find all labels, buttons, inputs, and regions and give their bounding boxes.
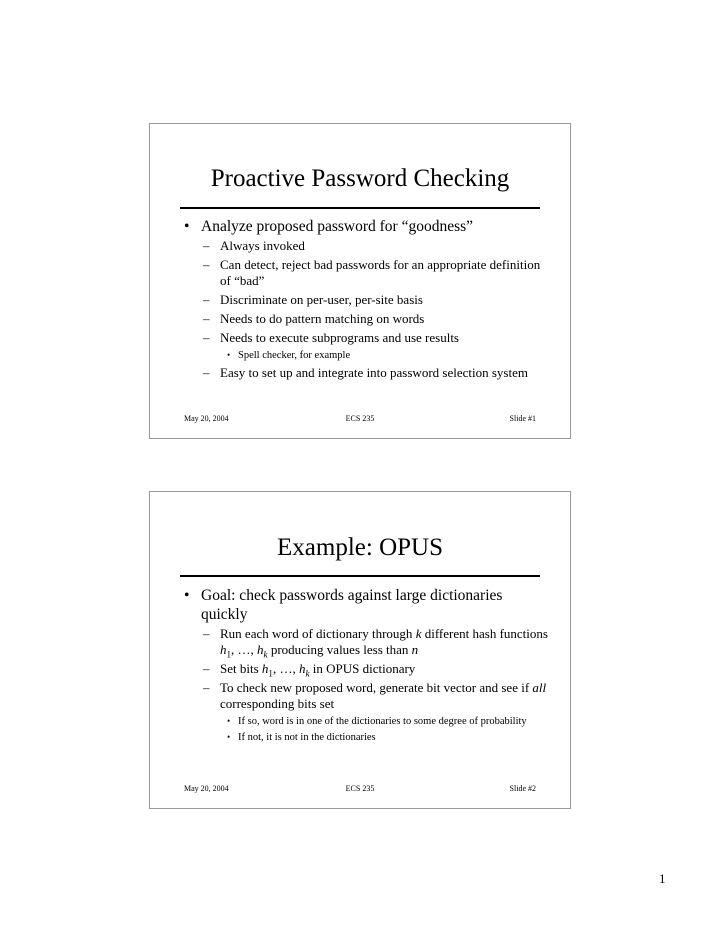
sub-item <box>184 238 552 254</box>
sub-item-text: Set bits $h_1$, …, $h_k$ in OPUS dictionary <box>220 661 416 679</box>
dash-marker: – <box>203 311 210 326</box>
bullet-item <box>184 586 552 624</box>
footer-date: May 20, 2004 <box>184 784 229 793</box>
dash-marker: – <box>203 257 210 272</box>
bullet-marker: • <box>227 350 231 360</box>
slide-title: Example: OPUS <box>277 534 443 561</box>
dash-marker: – <box>203 330 210 345</box>
bullet-marker: • <box>184 587 190 604</box>
slide-2 <box>149 491 571 809</box>
slide-footer <box>184 783 536 795</box>
sub-item-text: To check new proposed word, generate bit vector and see if all corresponding bits set <box>220 680 547 711</box>
dash-marker: – <box>203 626 210 641</box>
slide-body <box>184 217 552 384</box>
dash-marker: – <box>203 680 210 695</box>
title-divider <box>180 575 540 577</box>
sub-item-text: Needs to execute subprograms and use results <box>220 330 459 345</box>
dash-marker: – <box>203 365 210 380</box>
slide-body <box>184 586 552 747</box>
sub-item-text: Run each word of dictionary through k different hash functions $h_1$, …, $h_k$ producing values less than n <box>220 626 548 660</box>
sub-item-text: Discriminate on per-user, per-site basis <box>220 292 423 307</box>
dash-marker: – <box>203 292 210 307</box>
sub-item-text: Can detect, reject bad passwords for an appropriate definition of “bad” <box>220 257 541 288</box>
footer-slide-number: Slide #1 <box>509 414 536 423</box>
sub-item-text: Always invoked <box>220 238 305 253</box>
sub-item <box>184 257 552 289</box>
bullet-text: Goal: check passwords against large dictionaries quickly <box>201 587 503 623</box>
footer-course: ECS 235 <box>345 784 375 793</box>
dash-marker: – <box>203 661 210 676</box>
bullet-text: Analyze proposed password for “goodness” <box>201 218 474 235</box>
sub-sub-item-text: Spell checker, for example <box>238 350 351 361</box>
sub-sub-item <box>184 715 552 728</box>
sub-sub-item <box>184 731 552 744</box>
slide-title: Proactive Password Checking <box>210 165 510 192</box>
bullet-marker: • <box>227 732 231 742</box>
footer-course: ECS 235 <box>345 414 375 423</box>
sub-item <box>184 680 552 712</box>
sub-item-text: Needs to do pattern matching on words <box>220 311 425 326</box>
bullet-marker: • <box>184 218 190 235</box>
slide-1 <box>149 123 571 439</box>
sub-item-text: Easy to set up and integrate into password selection system <box>220 365 528 380</box>
sub-item <box>184 292 552 308</box>
sub-sub-item-text: If not, it is not in the dictionaries <box>238 732 376 743</box>
footer-slide-number: Slide #2 <box>509 784 536 793</box>
sub-sub-item <box>184 349 552 362</box>
bullet-marker: • <box>227 716 231 726</box>
footer-date: May 20, 2004 <box>184 414 229 423</box>
bullet-item <box>184 217 552 236</box>
sub-item <box>184 311 552 327</box>
title-divider <box>180 207 540 209</box>
slide-footer <box>184 413 536 425</box>
page-number: 1 <box>659 871 666 886</box>
sub-item <box>184 626 552 658</box>
sub-item <box>184 365 552 381</box>
sub-item <box>184 330 552 346</box>
sub-item <box>184 661 552 677</box>
sub-sub-item-text: If so, word is in one of the dictionaries to some degree of probability <box>238 716 527 727</box>
dash-marker: – <box>203 238 210 253</box>
